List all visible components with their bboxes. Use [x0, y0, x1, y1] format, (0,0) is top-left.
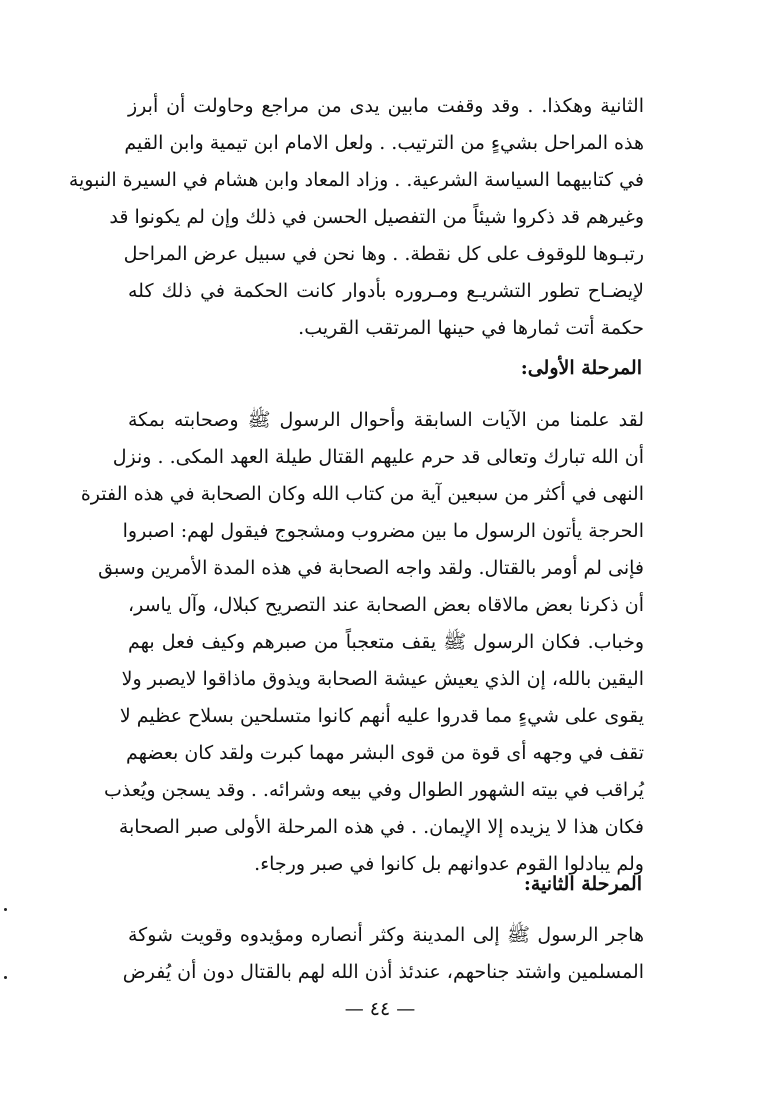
text-line: المسلمين واشتد جناحهم، عندئذ أذن الله لهم بالقتال دون أن يُفرض — [122, 961, 644, 983]
text-line: رتبـوها للوقوف على كل نقطة. . وها نحن في سبيل عرض المراحل — [123, 243, 644, 265]
text-line: النهى في أكثر من سبعين آية من كتاب الله وكان الصحابة في هذه الفترة — [80, 483, 644, 505]
text-line: حكمة أتت ثمارها في حينها المرتقب القريب. — [298, 317, 644, 339]
text-line: يُراقب في بيته الشهور الطوال وفي بيعه وشرائه. . وقد يسجن ويُعذب — [104, 779, 644, 801]
text-line: هذه المراحل بشيءٍ من الترتيب. . ولعل الامام ابن تيمية وابن القيم — [124, 132, 644, 154]
text-line: فإنى لم أومر بالقتال. ولقد واجه الصحابة في هذه المدة الأمرين وسبق — [98, 557, 644, 579]
text-line: أن الله تبارك وتعالى قد حرم عليهم القتال طيلة العهد المكى. . ونزل — [112, 446, 644, 468]
paragraph-2 — [80, 402, 644, 883]
scan-mark — [4, 976, 7, 979]
section-heading-2: المرحلة الثانية: — [523, 873, 642, 895]
text-line: ولم يبادلوا القوم عدوانهم بل كانوا في صبر ورجاء. — [254, 853, 644, 875]
text-line: تقف في وجهه أى قوة من قوى البشر مهما كبرت ولقد كان بعضهم — [125, 742, 644, 764]
text-line: فكان هذا لا يزيده إلا الإيمان. . في هذه المرحلة الأولى صبر الصحابة — [118, 816, 644, 838]
text-line: الحرجة يأتون الرسول ما بين مضروب ومشجوج فيقول لهم: اصبروا — [122, 520, 644, 542]
text-line: اليقين بالله، إن الذي يعيش عيشة الصحابة ويذوق ماذاقوا لايصبر ولا — [121, 668, 644, 690]
scan-mark — [4, 908, 7, 911]
text-line: لقد علمنا من الآيات السابقة وأحوال الرسول ﷺ وصحابته بمكة — [128, 409, 644, 431]
paragraph-1 — [68, 88, 644, 347]
text-line: في كتابيهما السياسة الشرعية. . وزاد المعاد وابن هشام في السيرة النبوية — [68, 169, 644, 191]
page-number: — ٤٤ — — [344, 998, 416, 1020]
section-heading-1: المرحلة الأولى: — [520, 357, 642, 379]
text-line: الثانية وهكذا. . وقد وقفت مابين يدى من مراجع وحاولت أن أبرز — [128, 95, 644, 117]
text-line: وغيرهم قد ذكروا شيئاً من التفصيل الحسن في ذلك وإن لم يكونوا قد — [109, 206, 644, 228]
text-line: لإيضـاح تطور التشريـع ومـروره بأدوار كانت الحكمة في ذلك كله — [128, 280, 644, 302]
paragraph-3 — [122, 917, 644, 991]
text-line: يقوى على شيءٍ مما قدروا عليه أنهم كانوا متسلحين بسلاح عظيم لا — [119, 705, 644, 727]
text-line: هاجر الرسول ﷺ إلى المدينة وكثر أنصاره ومؤيدوه وقويت شوكة — [128, 924, 644, 946]
text-line: أن ذكرنا بعض مالاقاه بعض الصحابة عند التصريح كبلال، وآل ياسر، — [128, 594, 644, 616]
text-line: وخباب. فكان الرسول ﷺ يقف متعجباً من صبرهم وكيف فعل بهم — [128, 631, 644, 653]
